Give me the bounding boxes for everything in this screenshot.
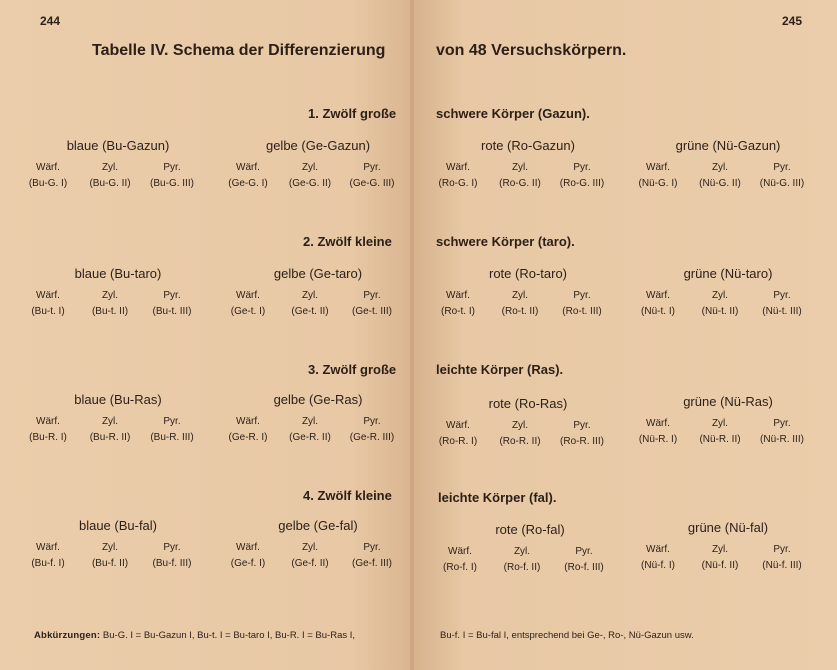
group-heading: grüne (Nü-fal) — [687, 520, 769, 535]
group-gruene-fal — [628, 520, 828, 580]
group-heading: gelbe (Ge-Ras) — [273, 392, 363, 407]
cell: Zyl. (Nü-t. II) — [701, 290, 739, 317]
cell: Zyl. (Nü-R. II) — [699, 418, 741, 445]
right-page — [414, 0, 837, 670]
cell: Pyr. (Nü-G. III) — [759, 162, 805, 189]
group-heading: rote (Ro-fal) — [495, 522, 565, 537]
cell: Pyr. (Bu-f. III) — [152, 542, 192, 569]
cell: Zyl. (Ro-f. II) — [503, 546, 541, 573]
cell: Wärf. (Ge-t. I) — [230, 290, 266, 317]
group-heading: grüne (Nü-Ras) — [683, 394, 773, 409]
cell: Zyl. (Nü-G. II) — [699, 162, 741, 189]
cell: Zyl. (Bu-R. II) — [89, 416, 131, 443]
group-gelbe-fal — [218, 518, 414, 578]
cell: Wärf. (Ge-R. I) — [228, 416, 268, 443]
group-heading: blaue (Bu-Ras) — [74, 392, 162, 407]
group-blaue-ras — [18, 392, 218, 452]
group-gelbe-taro — [218, 266, 414, 326]
section-2-heading-right: schwere Körper (taro). — [436, 234, 575, 249]
cell: Pyr. (Bu-R. III) — [150, 416, 194, 443]
cell: Zyl. (Ro-G. II) — [499, 162, 541, 189]
section-3-heading-right: leichte Körper (Ras). — [436, 362, 564, 377]
group-blaue-gazun — [18, 138, 218, 198]
cell: Zyl. (Nü-f. II) — [701, 544, 739, 571]
cell: Pyr. (Ge-f. III) — [352, 542, 392, 569]
group-gelbe-ras — [218, 392, 414, 452]
group-heading: grüne (Nü-Gazun) — [675, 138, 781, 153]
group-rote-taro — [428, 266, 628, 326]
cell: Wärf. (Nü-f. I) — [641, 544, 675, 571]
cell: Pyr. (Bu-t. III) — [152, 290, 192, 317]
cell: Wärf. (Ge-f. I) — [230, 542, 266, 569]
footnote-label: Abkürzungen: — [34, 630, 101, 641]
table-title-right: von 48 Versuchskörpern. — [436, 42, 627, 59]
section-1-heading-left: 1. Zwölf große — [308, 106, 397, 121]
cell: Zyl. (Ge-t. II) — [291, 290, 329, 317]
left-page — [0, 0, 414, 670]
group-heading: blaue (Bu-taro) — [74, 266, 162, 281]
group-gruene-gazun — [628, 138, 828, 198]
footnote-text-left: Bu-G. I = Bu-Gazun I, Bu-t. I = Bu-taro I, Bu-R. I = Bu-Ras I, — [102, 630, 356, 641]
section-4-heading-left: 4. Zwölf kleine — [303, 488, 392, 503]
cell: Zyl. (Ge-f. II) — [291, 542, 329, 569]
cell: Pyr. (Ge-R. III) — [349, 416, 395, 443]
group-heading: gelbe (Ge-Gazun) — [265, 138, 371, 153]
cell: Wärf. (Ge-G. I) — [228, 162, 268, 189]
cell: Zyl. (Ro-R. II) — [499, 420, 541, 447]
cell: Pyr. (Ro-f. III) — [564, 546, 604, 573]
section-3-heading-left: 3. Zwölf große — [308, 362, 397, 377]
cell: Wärf. (Ro-t. I) — [441, 290, 475, 317]
cell: Pyr. (Ro-R. III) — [560, 420, 604, 447]
cell: Pyr. (Ge-G. III) — [349, 162, 395, 189]
cell: Zyl. (Bu-f. II) — [91, 542, 129, 569]
cell: Wärf. (Bu-f. I) — [31, 542, 65, 569]
group-heading: grüne (Nü-taro) — [683, 266, 773, 281]
cell: Wärf. (Bu-R. I) — [29, 416, 67, 443]
cell: Pyr. (Nü-R. III) — [760, 418, 804, 445]
group-gelbe-gazun — [218, 138, 414, 198]
group-heading: gelbe (Ge-taro) — [273, 266, 363, 281]
section-4-heading-right: leichte Körper (fal). — [438, 490, 557, 505]
table-title-left: Tabelle IV. Schema der Differenzierung — [92, 42, 386, 59]
cell: Wärf. (Nü-t. I) — [641, 290, 675, 317]
page-number-right: 245 — [782, 14, 803, 28]
cell: Pyr. (Nü-t. III) — [762, 290, 802, 317]
group-heading: rote (Ro-Gazun) — [481, 138, 575, 153]
cell: Pyr. (Ge-t. III) — [352, 290, 392, 317]
cell: Zyl. (Ge-R. II) — [289, 416, 331, 443]
cell: Zyl. (Ge-G. II) — [288, 162, 332, 189]
group-heading: gelbe (Ge-fal) — [278, 518, 358, 533]
footnote-right: Bu-f. I = Bu-fal I, entsprechend bei Ge-, Ro-, Nü-Gazun usw. — [440, 630, 694, 641]
cell: Zyl. (Ro-t. II) — [501, 290, 539, 317]
section-1-heading-right: schwere Körper (Gazun). — [436, 106, 590, 121]
group-heading: rote (Ro-Ras) — [488, 396, 568, 411]
group-gruene-taro — [628, 266, 828, 326]
cell: Wärf. (Nü-G. I) — [638, 162, 678, 189]
group-rote-fal — [430, 522, 630, 582]
cell: Wärf. (Ro-G. I) — [438, 162, 478, 189]
group-rote-ras — [428, 396, 628, 456]
cell: Wärf. (Ro-R. I) — [438, 420, 478, 447]
section-2-heading-left: 2. Zwölf kleine — [303, 234, 392, 249]
cell: Pyr. (Ro-t. III) — [562, 290, 602, 317]
group-gruene-ras — [628, 394, 828, 454]
group-blaue-fal — [18, 518, 218, 578]
cell: Wärf. (Nü-R. I) — [638, 418, 678, 445]
group-heading: blaue (Bu-Gazun) — [66, 138, 170, 153]
cell: Wärf. (Bu-G. I) — [28, 162, 68, 189]
footnote-left — [34, 630, 355, 641]
group-heading: rote (Ro-taro) — [488, 266, 568, 281]
cell: Zyl. (Bu-G. II) — [89, 162, 131, 189]
group-rote-gazun — [428, 138, 628, 198]
group-blaue-taro — [18, 266, 218, 326]
group-heading: blaue (Bu-fal) — [78, 518, 158, 533]
page-number-left: 244 — [40, 14, 61, 28]
cell: Zyl. (Bu-t. II) — [91, 290, 129, 317]
cell: Wärf. (Ro-f. I) — [443, 546, 477, 573]
cell: Wärf. (Bu-t. I) — [31, 290, 65, 317]
cell: Pyr. (Nü-f. III) — [762, 544, 802, 571]
cell: Pyr. (Bu-G. III) — [150, 162, 194, 189]
cell: Pyr. (Ro-G. III) — [559, 162, 605, 189]
